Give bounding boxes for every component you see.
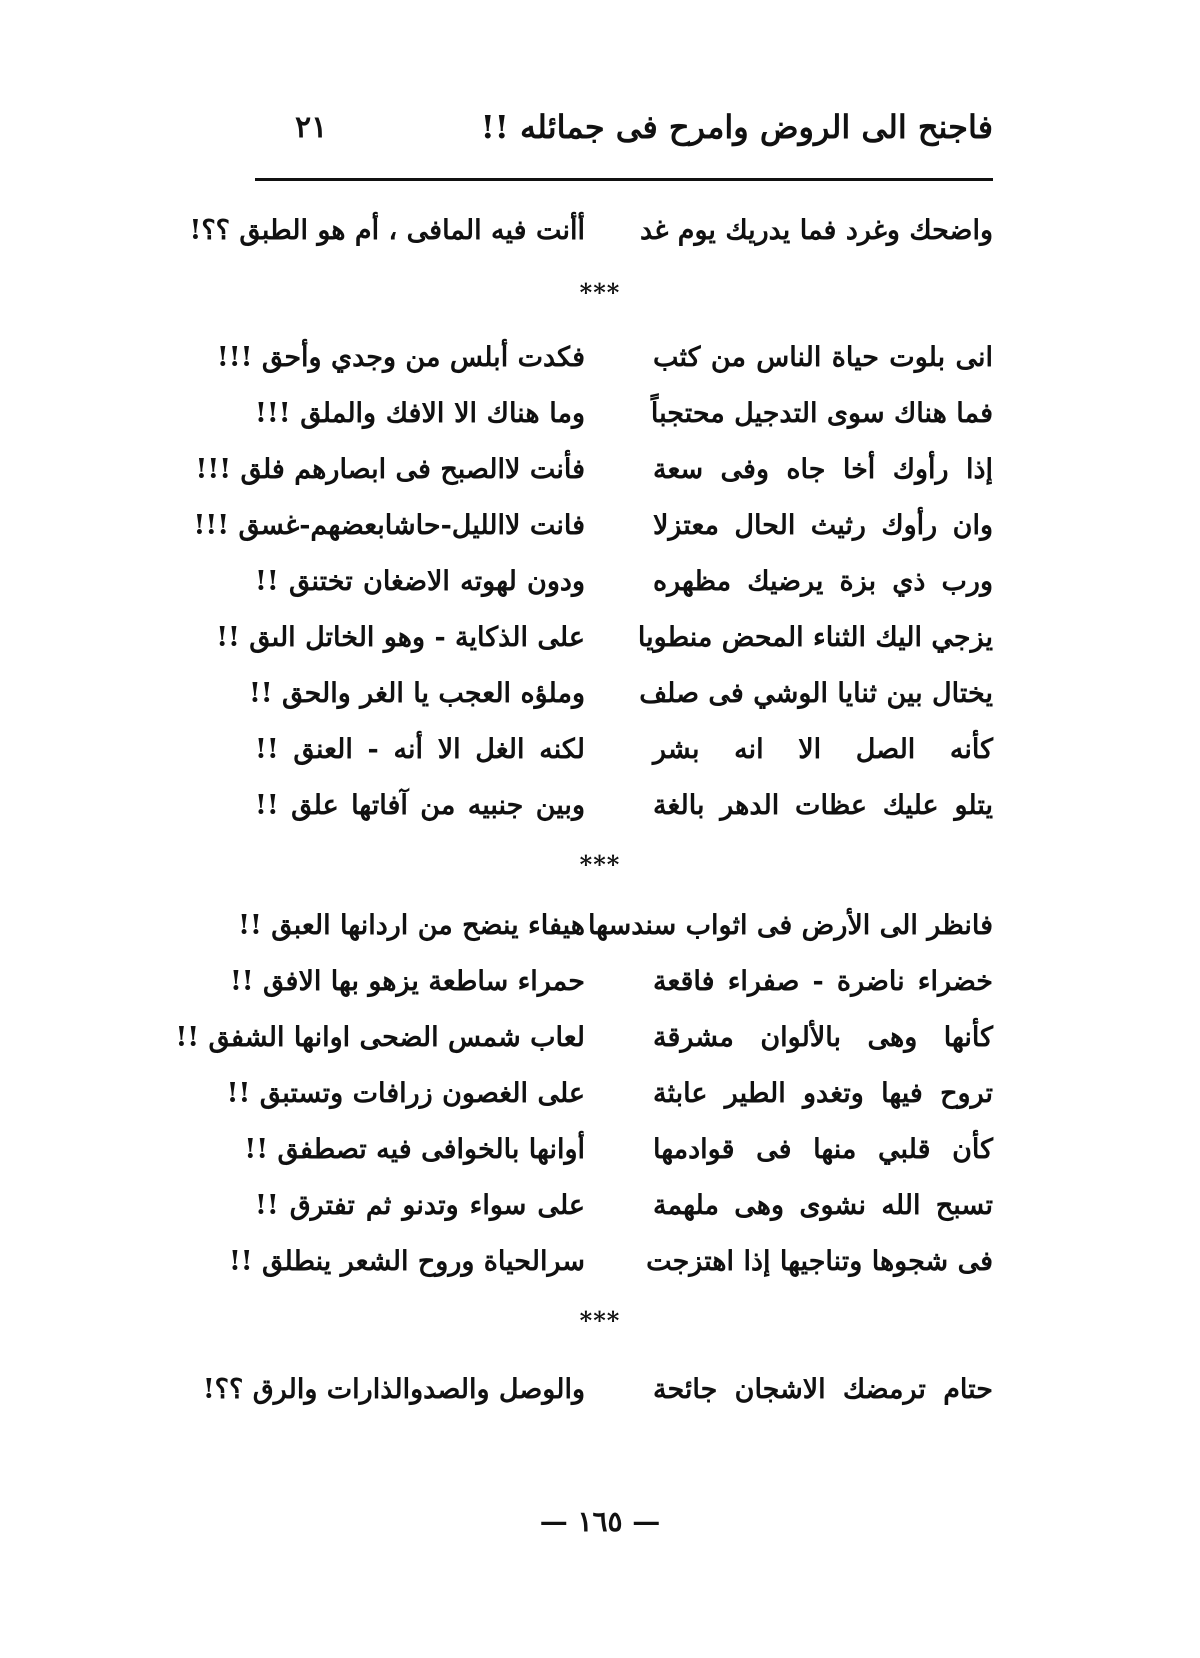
couplet [229, 954, 993, 1010]
first-hemistich: فانظر الى الأرض فى اثواب سندسها [587, 910, 993, 941]
stanza-separator: *** [579, 278, 621, 307]
first-hemistich: واضحك وغرد فما يدريك يوم غد [640, 215, 993, 246]
second-hemistich: ودون لهوته الاضغان تختنق !! [255, 566, 585, 597]
second-hemistich: هيفاء ينضح من اردانها العبق !! [238, 910, 585, 941]
couplet [216, 610, 993, 666]
couplet [195, 442, 993, 498]
couplet [202, 1362, 993, 1418]
second-hemistich: وما هناك الا الافك والملق !!! [255, 398, 585, 429]
stanza-separator: *** [579, 850, 621, 879]
footer-page-number: — ١٦٥ — [539, 1505, 661, 1538]
first-hemistich: فما هناك سوى التدجيل محتجباً [650, 398, 993, 429]
couplet [244, 1122, 993, 1178]
second-hemistich: أأنت فيه المافى ، أم هو الطبق ؟؟! [189, 215, 585, 246]
first-hemistich: وان رأوك رثيث الحال معتزلا [653, 510, 993, 541]
first-hemistich: تسبح الله نشوى وهى ملهمة [653, 1190, 993, 1221]
second-hemistich: وملؤه العجب يا الغر والحق !! [248, 678, 585, 709]
second-hemistich: على سواء وتدنو ثم تفترق !! [255, 1190, 585, 1221]
couplet [189, 203, 993, 259]
first-hemistich: ورب ذي بزة يرضيك مظهره [653, 566, 993, 597]
first-hemistich: كأنها وهى بالألوان مشرقة [653, 1022, 993, 1053]
couplet [226, 1066, 993, 1122]
first-hemistich: إذا رأوك أخا جاه وفى سعة [653, 454, 993, 485]
first-hemistich: تروح فيها وتغدو الطير عابثة [653, 1078, 993, 1109]
first-hemistich: يختال بين ثنايا الوشي فى صلف [639, 678, 993, 709]
page-header [255, 108, 993, 168]
header-page-number: ٢١ [295, 110, 328, 145]
second-hemistich: حمراء ساطعة يزهو بها الافق !! [229, 966, 585, 997]
header-rule [255, 178, 993, 181]
running-title: فاجنح الى الروض وامرح فى جمائله !! [480, 108, 993, 146]
couplet [255, 1178, 993, 1234]
second-hemistich: على الغصون زرافات وتستبق !! [226, 1078, 585, 1109]
couplet [238, 898, 993, 954]
first-hemistich: انى بلوت حياة الناس من كثب [653, 342, 993, 373]
first-hemistich: فى شجوها وتناجيها إذا اهتزجت [646, 1246, 993, 1277]
second-hemistich: فانت لاالليل-حاشابعضهم-غسق !!! [193, 510, 585, 541]
couplet [255, 778, 993, 834]
first-hemistich: خضراء ناضرة - صفراء فاقعة [653, 966, 993, 997]
first-hemistich: حتام ترمضك الاشجان جائحة [653, 1374, 993, 1405]
second-hemistich: لعاب شمس الضحى اوانها الشفق !! [175, 1022, 585, 1053]
second-hemistich: والوصل والصدوالذارات والرق ؟؟! [202, 1374, 585, 1405]
couplet [248, 666, 993, 722]
couplet [255, 554, 993, 610]
couplet [193, 498, 993, 554]
couplet [175, 1010, 993, 1066]
stanza-separator: *** [579, 1306, 621, 1335]
second-hemistich: لكنه الغل الا أنه - العنق !! [255, 734, 585, 765]
second-hemistich: فأنت لاالصبح فى ابصارهم فلق !!! [195, 454, 585, 485]
couplet [228, 1234, 993, 1290]
second-hemistich: فكدت أبلس من وجدي وأحق !!! [216, 342, 585, 373]
couplet [255, 722, 993, 778]
first-hemistich: كأن قلبي منها فى قوادمها [653, 1134, 993, 1165]
first-hemistich: يتلو عليك عظات الدهر بالغة [653, 790, 993, 821]
second-hemistich: على الذكاية - وهو الخاتل الىق !! [216, 622, 585, 653]
first-hemistich: يزجي اليك الثناء المحض منطويا [637, 622, 993, 653]
first-hemistich: كأنه الصل الا انه بشر [653, 734, 993, 765]
couplet [216, 330, 993, 386]
couplet [255, 386, 993, 442]
second-hemistich: وبين جنبيه من آفاتها علق !! [255, 790, 585, 821]
second-hemistich: أوانها بالخوافى فيه تصطفق !! [244, 1134, 585, 1165]
second-hemistich: سرالحياة وروح الشعر ينطلق !! [228, 1246, 585, 1277]
